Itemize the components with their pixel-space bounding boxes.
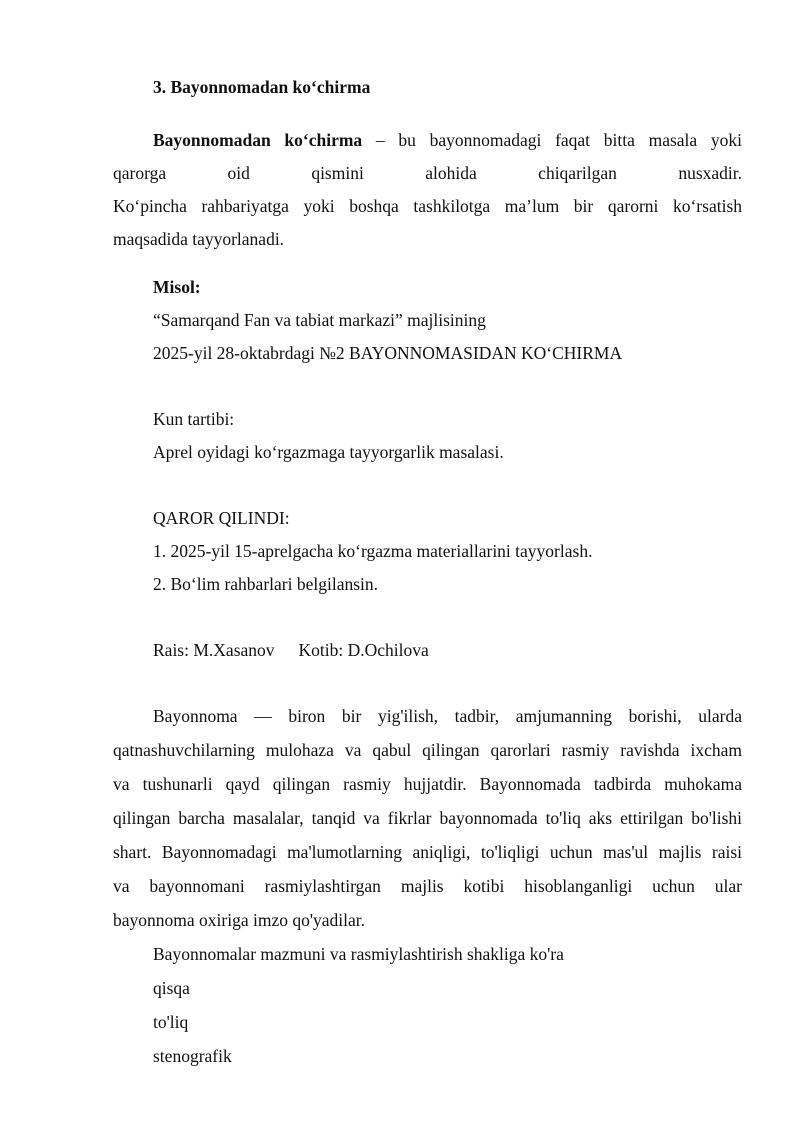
types-intro: Bayonnomalar mazmuni va rasmiylashtirish shakliga ko'ra: [153, 944, 564, 964]
signature-line: [153, 639, 742, 661]
paragraph-line-4: qilingan barcha masalalar, tanqid va fikrlar bayonnomada to'liq aks ettirilgan bo'lishi: [113, 808, 742, 828]
type-item-2: to'liq: [153, 1012, 189, 1032]
decision-item-2: 2. Bo‘lim rahbarlari belgilansin.: [153, 574, 379, 594]
decision-item-1: 1. 2025-yil 15-aprelgacha ko‘rgazma materiallarini tayyorlash.: [153, 541, 593, 561]
definition-line-1: [153, 129, 742, 151]
example-org-line: “Samarqand Fan va tabiat markazi” majlisining: [153, 310, 486, 330]
paragraph-line-2: qatnashuvchilarning mulohaza va qabul qilingan qarorlari rasmiy ravishda ixcham: [113, 740, 742, 760]
agenda-item: Aprel oyidagi ko‘rgazmaga tayyorgarlik masalasi.: [153, 442, 504, 462]
type-item-1: qisqa: [153, 978, 190, 998]
paragraph-line-6: va bayonnomani rasmiylashtirgan majlis kotibi hisoblanganligi uchun ular: [113, 876, 742, 896]
definition-line-1-rest: – bu bayonnomadagi faqat bitta masala yoki: [362, 130, 742, 150]
paragraph-line-7: bayonnoma oxiriga imzo qo'yadilar.: [113, 910, 365, 930]
secretary-signature: Kotib: D.Ochilova: [298, 640, 429, 660]
chair-signature: Rais: M.Xasanov: [153, 640, 275, 660]
paragraph-line-1: Bayonnoma — biron bir yig'ilish, tadbir, amjumanning borishi, ularda: [153, 706, 742, 726]
type-item-3: stenografik: [153, 1046, 232, 1066]
definition-line-2: qarorga oid qismini alohida chiqarilgan nusxadir.: [113, 163, 742, 183]
paragraph-line-3: va tushunarli qayd qilingan rasmiy hujjatdir. Bayonnomada tadbirda muhokama: [113, 774, 742, 794]
example-date-line: 2025-yil 28-oktabrdagi №2 BAYONNOMASIDAN KO‘CHIRMA: [153, 343, 623, 363]
paragraph-line-5: shart. Bayonnomadagi ma'lumotlarning aniqligi, to'liqligi uchun mas'ul majlis raisi: [113, 842, 742, 862]
definition-line-4: maqsadida tayyorlanadi.: [113, 229, 285, 249]
decision-label: QAROR QILINDI:: [153, 508, 290, 528]
definition-term: Bayonnomadan ko‘chirma: [153, 130, 363, 150]
definition-line-3: Ko‘pincha rahbariyatga yoki boshqa tashkilotga ma’lum bir qarorni ko‘rsatish: [113, 196, 742, 216]
section-title: 3. Bayonnomadan ko‘chirma: [153, 77, 371, 97]
agenda-label: Kun tartibi:: [153, 409, 235, 429]
example-label: Misol:: [153, 277, 201, 297]
